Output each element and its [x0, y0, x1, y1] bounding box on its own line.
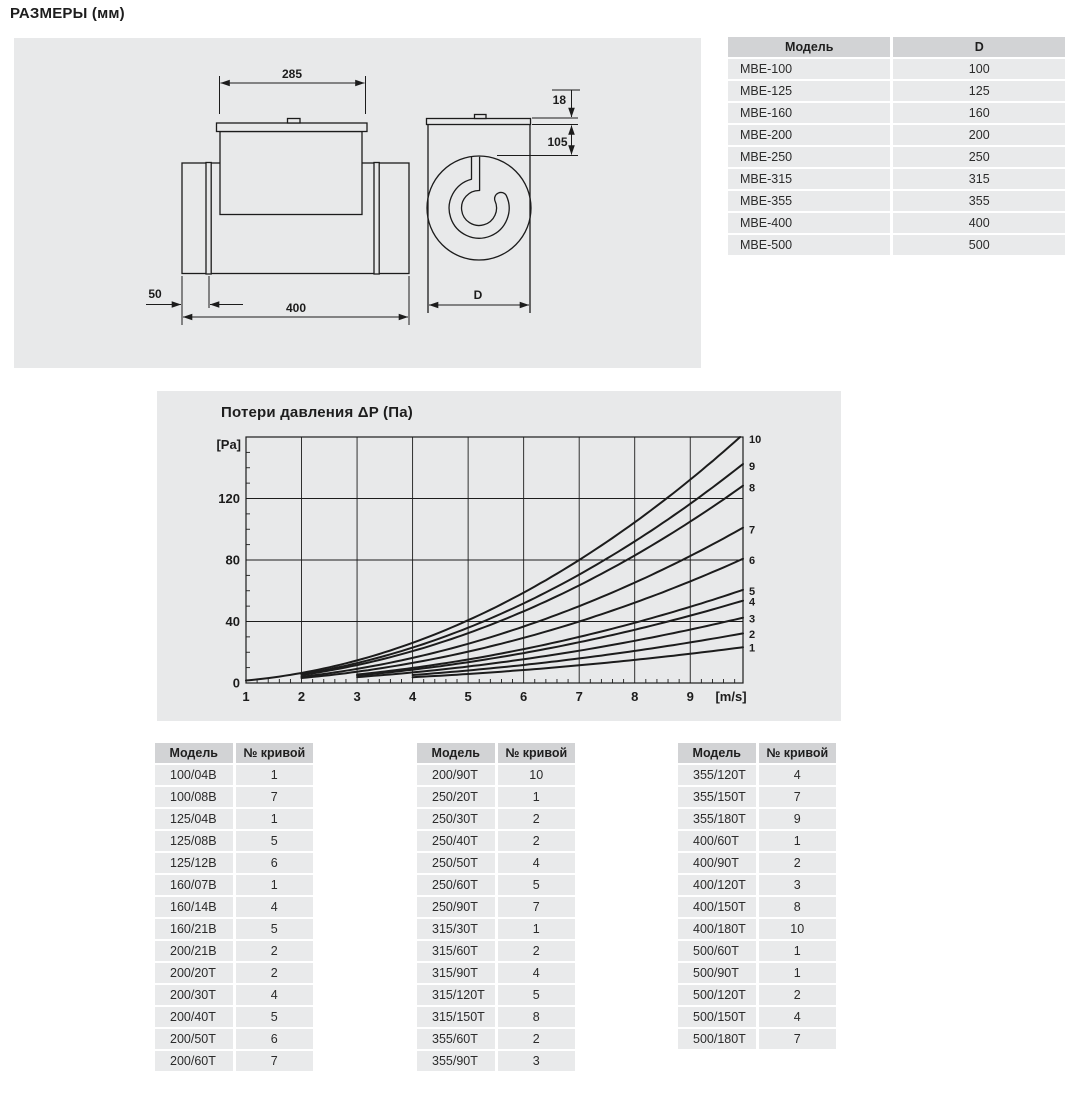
table-cell: 6 — [236, 1029, 313, 1049]
table-cell: 355/180Т — [678, 809, 759, 829]
table-row — [728, 125, 1065, 145]
table-row — [155, 941, 313, 961]
table-cell: 355/90Т — [417, 1051, 498, 1071]
table-cell: 1 — [236, 809, 313, 829]
table-cell: 250/40Т — [417, 831, 498, 851]
x-tick-label: 7 — [575, 689, 583, 704]
table-cell: 1 — [236, 765, 313, 785]
table-cell: 100/08В — [155, 787, 236, 807]
column-header: Модель — [678, 743, 759, 763]
table-cell: 400/90Т — [678, 853, 759, 873]
table-cell: 1 — [759, 963, 836, 983]
table-cell: 1 — [759, 831, 836, 851]
curve-4 — [357, 601, 743, 676]
table-cell: 355/150Т — [678, 787, 759, 807]
table-cell: 355 — [893, 191, 1065, 211]
table-row — [417, 941, 575, 961]
table-cell: 250/30Т — [417, 809, 498, 829]
table-row — [678, 765, 836, 785]
table-cell: 315/120Т — [417, 985, 498, 1005]
table-cell: 2 — [236, 941, 313, 961]
pressure-loss-chart-panel — [157, 391, 841, 721]
table-row — [417, 875, 575, 895]
table-cell: 160/21В — [155, 919, 236, 939]
table-cell: 2 — [759, 853, 836, 873]
table-row — [155, 985, 313, 1005]
table-row — [678, 1007, 836, 1027]
curve-label-1: 1 — [749, 642, 756, 655]
table-cell: 1 — [498, 787, 575, 807]
table-cell: 315/90Т — [417, 963, 498, 983]
table-cell: МВЕ-160 — [728, 103, 893, 123]
table-cell: 200/40Т — [155, 1007, 236, 1027]
table-row — [417, 765, 575, 785]
table-cell: 200/50Т — [155, 1029, 236, 1049]
table-cell: 4 — [236, 985, 313, 1005]
table-cell: 200 — [893, 125, 1065, 145]
column-header: Модель — [728, 37, 893, 57]
curve-label-2: 2 — [749, 628, 756, 641]
table-cell: 4 — [236, 897, 313, 917]
y-axis-unit-label: [Pa] — [216, 437, 241, 452]
table-row — [155, 765, 313, 785]
table-row — [417, 831, 575, 851]
table-cell: МВЕ-355 — [728, 191, 893, 211]
table-cell: 1 — [498, 919, 575, 939]
table-cell: 400/60Т — [678, 831, 759, 851]
table-cell: 500/180Т — [678, 1029, 759, 1049]
dim-label-50: 50 — [148, 287, 162, 301]
table-row — [417, 1007, 575, 1027]
x-tick-label: 2 — [297, 689, 306, 704]
table-cell: 1 — [759, 941, 836, 961]
table-cell: МВЕ-125 — [728, 81, 893, 101]
table-row — [417, 1029, 575, 1049]
table-row — [678, 919, 836, 939]
curve-table-1 — [155, 741, 313, 1073]
table-cell: 5 — [236, 919, 313, 939]
curve-label-5: 5 — [749, 585, 756, 598]
table-cell: 160/14В — [155, 897, 236, 917]
curve-label-7: 7 — [749, 524, 756, 537]
table-cell: 400/150Т — [678, 897, 759, 917]
table-row — [678, 963, 836, 983]
table-cell: 250/60Т — [417, 875, 498, 895]
table-cell: МВЕ-100 — [728, 59, 893, 79]
table-row — [417, 787, 575, 807]
table-row — [678, 809, 836, 829]
table-cell: 4 — [498, 963, 575, 983]
table-cell: 500 — [893, 235, 1065, 255]
table-cell: 2 — [236, 963, 313, 983]
table-cell: 250/90Т — [417, 897, 498, 917]
column-header: № кривой — [759, 743, 836, 763]
table-cell: 4 — [498, 853, 575, 873]
table-cell: 400 — [893, 213, 1065, 233]
dim-label-18: 18 — [552, 93, 566, 107]
column-header: № кривой — [498, 743, 575, 763]
table-cell: МВЕ-200 — [728, 125, 893, 145]
table-row — [155, 853, 313, 873]
table-row — [678, 1029, 836, 1049]
dim-label-285: 285 — [281, 67, 303, 81]
x-tick-label: 1 — [242, 689, 250, 704]
side-view-outline — [182, 119, 409, 275]
heating-element-icon — [449, 157, 509, 238]
table-cell: 125/08В — [155, 831, 236, 851]
table-cell: 500/150Т — [678, 1007, 759, 1027]
table-cell: 7 — [759, 1029, 836, 1049]
column-header: D — [893, 37, 1065, 57]
table-row — [155, 809, 313, 829]
table-cell: 315/30Т — [417, 919, 498, 939]
table-cell: 5 — [498, 985, 575, 1005]
table-cell: 500/90Т — [678, 963, 759, 983]
table-row — [417, 1051, 575, 1071]
dim-label-d: D — [473, 288, 483, 302]
pressure-loss-chart — [157, 391, 841, 721]
table-row — [728, 235, 1065, 255]
table-row — [728, 147, 1065, 167]
table-cell: 125/12В — [155, 853, 236, 873]
curve-label-4: 4 — [749, 596, 756, 609]
x-tick-label: 4 — [408, 689, 417, 704]
table-cell: 100/04В — [155, 765, 236, 785]
table-cell: МВЕ-315 — [728, 169, 893, 189]
y-tick-label: 120 — [218, 491, 240, 506]
table-row — [728, 213, 1065, 233]
table-cell: 8 — [498, 1007, 575, 1027]
table-cell: 200/90Т — [417, 765, 498, 785]
table-row — [155, 875, 313, 895]
table-cell: 200/21В — [155, 941, 236, 961]
y-tick-label: 0 — [232, 675, 240, 691]
model-diameter-table — [728, 35, 1065, 257]
table-row — [678, 875, 836, 895]
table-row — [728, 169, 1065, 189]
table-cell: 5 — [236, 831, 313, 851]
table-cell: 100 — [893, 59, 1065, 79]
table-cell: 355/60Т — [417, 1029, 498, 1049]
table-row — [417, 919, 575, 939]
x-tick-label: 3 — [353, 689, 361, 704]
dim-label-105: 105 — [547, 135, 568, 149]
table-row — [417, 809, 575, 829]
table-cell: 7 — [236, 1051, 313, 1071]
dim-label-400: 400 — [285, 301, 307, 315]
column-header: № кривой — [236, 743, 313, 763]
table-row — [417, 985, 575, 1005]
table-cell: 10 — [498, 765, 575, 785]
table-row — [678, 985, 836, 1005]
table-cell: 5 — [498, 875, 575, 895]
table-row — [155, 1051, 313, 1071]
y-tick-label: 40 — [225, 614, 240, 629]
front-view-outline — [427, 115, 532, 314]
table-cell: 7 — [236, 787, 313, 807]
y-tick-label: 80 — [225, 552, 240, 568]
table-cell: 7 — [759, 787, 836, 807]
table-cell: 2 — [759, 985, 836, 1005]
duct-heater-dimension-diagram — [14, 38, 701, 368]
table-row — [417, 853, 575, 873]
table-cell: 500/60Т — [678, 941, 759, 961]
table-cell: 3 — [759, 875, 836, 895]
table-cell: МВЕ-400 — [728, 213, 893, 233]
x-axis-unit-label: [m/s] — [715, 689, 747, 704]
table-row — [728, 103, 1065, 123]
table-cell: 8 — [759, 897, 836, 917]
table-cell: 315/150Т — [417, 1007, 498, 1027]
table-row — [678, 897, 836, 917]
table-row — [417, 897, 575, 917]
table-cell: 7 — [498, 897, 575, 917]
curve-9 — [302, 464, 744, 674]
table-cell: 4 — [759, 765, 836, 785]
table-row — [728, 59, 1065, 79]
table-cell: 10 — [759, 919, 836, 939]
table-row — [155, 831, 313, 851]
table-cell: 200/20Т — [155, 963, 236, 983]
table-cell: 1 — [236, 875, 313, 895]
table-cell: 200/30Т — [155, 985, 236, 1005]
table-cell: 5 — [236, 1007, 313, 1027]
table-cell: МВЕ-250 — [728, 147, 893, 167]
table-cell: 2 — [498, 831, 575, 851]
table-cell: 315 — [893, 169, 1065, 189]
table-row — [155, 1007, 313, 1027]
table-row — [678, 831, 836, 851]
table-cell: 250/20Т — [417, 787, 498, 807]
table-row — [155, 963, 313, 983]
column-header: Модель — [417, 743, 498, 763]
table-cell: МВЕ-500 — [728, 235, 893, 255]
x-tick-label: 6 — [520, 689, 528, 704]
table-row — [678, 787, 836, 807]
table-row — [417, 963, 575, 983]
x-tick-label: 8 — [631, 689, 639, 704]
table-cell: 160 — [893, 103, 1065, 123]
table-row — [728, 81, 1065, 101]
table-cell: 200/60Т — [155, 1051, 236, 1071]
curve-table-2 — [417, 741, 575, 1073]
table-cell: 250 — [893, 147, 1065, 167]
table-row — [155, 897, 313, 917]
x-tick-label: 9 — [686, 689, 694, 704]
table-cell: 400/180Т — [678, 919, 759, 939]
column-header: Модель — [155, 743, 236, 763]
table-cell: 500/120Т — [678, 985, 759, 1005]
table-row — [678, 941, 836, 961]
table-cell: 160/07В — [155, 875, 236, 895]
table-cell: 125 — [893, 81, 1065, 101]
table-row — [155, 919, 313, 939]
curve-table-3 — [678, 741, 836, 1051]
x-tick-label: 5 — [464, 689, 472, 704]
page-title: РАЗМЕРЫ (мм) — [10, 5, 125, 22]
curve-label-10: 10 — [749, 434, 762, 446]
table-cell: 400/120Т — [678, 875, 759, 895]
curve-label-6: 6 — [749, 555, 756, 567]
table-row — [155, 787, 313, 807]
table-cell: 2 — [498, 809, 575, 829]
table-cell: 355/120Т — [678, 765, 759, 785]
table-cell: 315/60Т — [417, 941, 498, 961]
table-row — [155, 1029, 313, 1049]
table-cell: 6 — [236, 853, 313, 873]
table-row — [678, 853, 836, 873]
curve-label-3: 3 — [749, 613, 756, 626]
curve-10 — [246, 437, 740, 681]
curve-label-9: 9 — [749, 461, 756, 474]
table-cell: 125/04В — [155, 809, 236, 829]
table-cell: 2 — [498, 941, 575, 961]
table-cell: 250/50Т — [417, 853, 498, 873]
dimensions-drawing-panel — [14, 38, 701, 368]
table-cell: 2 — [498, 1029, 575, 1049]
table-row — [728, 191, 1065, 211]
table-cell: 9 — [759, 809, 836, 829]
table-cell: 3 — [498, 1051, 575, 1071]
table-cell: 4 — [759, 1007, 836, 1027]
chart-title: Потери давления ΔP (Па) — [221, 404, 413, 421]
curve-label-8: 8 — [749, 482, 756, 495]
